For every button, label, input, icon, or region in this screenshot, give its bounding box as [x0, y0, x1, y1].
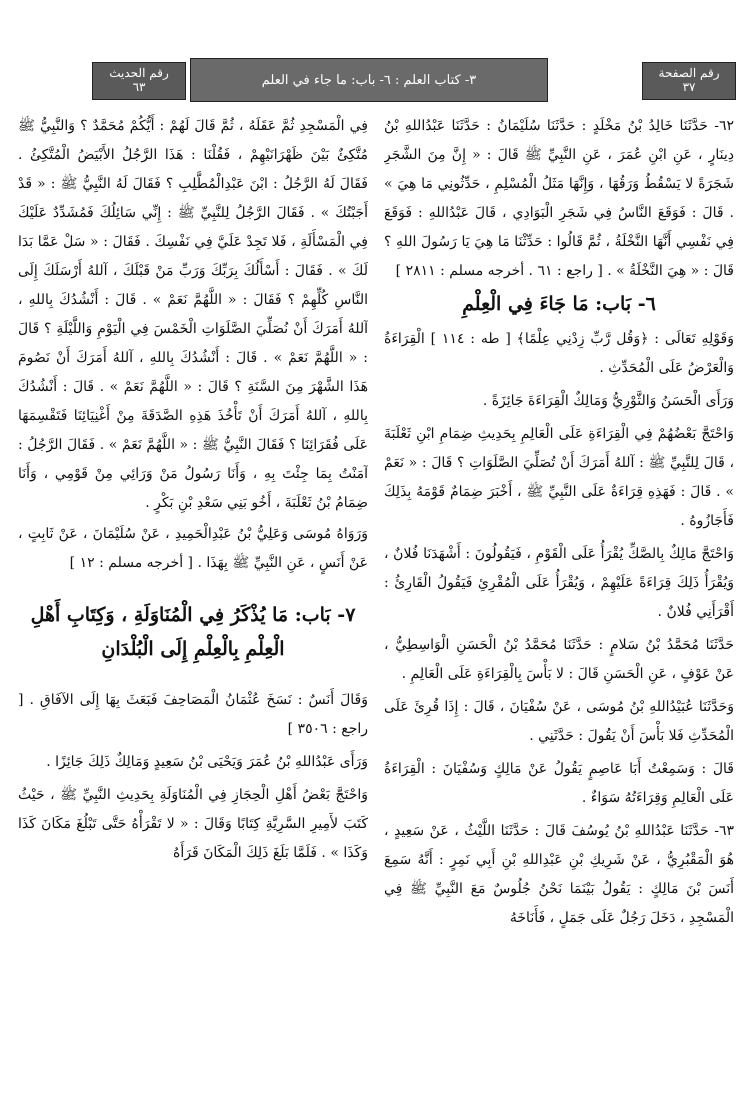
hadith-63-continued: فِي الْمَسْجِدِ ثُمَّ عَقَلَهُ ، ثُمَّ قَالَ لَهُمْ : أَيُّكُمْ مُحَمَّدٌ ؟ وَالنَّبِيُّ ﷺ مُتَّكِئٌ بَيْنَ ظَهْرَانَيْهِمْ ، فَقُلْنَا : هَذَا الرَّجُلُ الأَبْيَضُ الْمُتَّكِئُ . فَقَالَ لَهُ الرَّجُلُ : ابْنَ عَبْدِالْمُطَّلِبِ ؟ فَقَالَ لَهُ النَّبِيُّ ﷺ : « قَدْ أَجَبْتُكَ » . فَقَالَ الرَّجُلُ لِلنَّبِيِّ ﷺ : إِنِّي سَائِلُكَ فَمُشَدِّدٌ عَلَيْكَ فِي الْمَسْأَلَةِ ، فَلا تَجِدْ عَلَيَّ فِي نَفْسِكَ . فَقَالَ : « سَلْ عَمَّا بَدَا لَكَ » . فَقَالَ : أَسْأَلُكَ بِرَبِّكَ وَرَبِّ مَنْ قَبْلَكَ ، آللهُ أَرْسَلَكَ إِلَى النَّاسِ كُلِّهِمْ ؟ فَقَالَ : « اللَّهُمَّ نَعَمْ » . قَالَ : أَنْشُدُكَ بِاللهِ ، آللهُ أَمَرَكَ أَنْ نُصَلِّيَ الصَّلَوَاتِ الْخَمْسَ فِي الْيَوْمِ وَاللَّيْلَةِ ؟ قَالَ : « اللَّهُمَّ نَعَمْ » . قَالَ : أَنْشُدُكَ بِاللهِ ، آللهُ أَمَرَكَ أَنْ نَصُومَ هَذَا الشَّهْرَ مِنَ السَّنَةِ ؟ قَالَ : « اللَّهُمَّ نَعَمْ » . قَالَ : أَنْشُدُكَ بِاللهِ ، آللهُ أَمَرَكَ أَنْ تَأْخُذَ هَذِهِ الصَّدَقَةَ مِنْ أَغْنِيَائِنَا فَتَقْسِمَهَا عَلَى فُقَرَائِنَا ؟ فَقَالَ النَّبِيُّ ﷺ : « اللَّهُمَّ نَعَمْ » . فَقَالَ الرَّجُلُ : آمَنْتُ بِمَا جِئْتَ بِهِ ، وَأَنَا رَسُولُ مَنْ وَرَائِي مِنْ قَوْمِي ، وَأَنَا ضِمَامُ بْنُ ثَعْلَبَةَ ، أَخُو بَنِي سَعْدِ بْنِ بَكْرٍ . — [18, 118, 368, 511]
paragraph: وَاحْتَجَّ بَعْضُ أَهْلِ الْحِجَازِ فِي الْمُنَاوَلَةِ بِحَدِيثِ النَّبِيِّ ﷺ ، حَيْثُ كَتَبَ لأَمِيرِ السَّرِيَّةِ كِتَابًا وَقَالَ : « لا تَقْرَأْهُ حَتَّى تَبْلُغَ مَكَانَ كَذَا وَكَذَا » . فَلَمَّا بَلَغَ ذَلِكَ الْمَكَانَ قَرَأَهُ — [18, 787, 368, 861]
chapter-title-text: ٣- كتاب العلم : ٦- باب: ما جاء في العلم — [261, 72, 477, 88]
paragraph: وَاحْتَجَّ مَالِكٌ بِالصَّكِّ يُقْرَأُ عَلَى الْقَوْمِ ، فَيَقُولُونَ : أَشْهَدَنَا فُلانٌ ، وَيُقْرَأُ ذَلِكَ قِرَاءَةً عَلَيْهِمْ ، وَيُقْرَأُ عَلَى الْمُقْرِئِ فَيَقُولُ الْقَارِئُ : أَقْرَأَنِي فُلانٌ . — [384, 546, 734, 620]
paragraph: وَقَوْلِهِ تَعَالَى : ﴿وَقُل رَّبِّ زِدْنِي عِلْمًا﴾ [ طه : ١١٤ ] الْقِرَاءَةُ وَالْعَرْضُ عَلَى الْمُحَدِّثِ . — [384, 331, 734, 376]
paragraph: حَدَّثَنَا مُحَمَّدُ بْنُ سَلامٍ : حَدَّثَنَا مُحَمَّدُ بْنُ الْحَسَنِ الْوَاسِطِيُّ ، عَنْ عَوْفٍ ، عَنِ الْحَسَنِ قَالَ : لا بَأْسَ بِالْقِرَاءَةِ عَلَى الْعَالِمِ . — [384, 637, 734, 682]
chapter-heading-7: ٧- بَاب: مَا يُذْكَرُ فِي الْمُنَاوَلَةِ ، وَكِتَابِ أَهْلِ الْعِلْمِ بِالْعِلْمِ إِلَى الْبُلْدَانِ — [30, 604, 356, 660]
paragraph: وَحَدَّثَنَا عُبَيْدُاللهِ بْنُ مُوسَى ، عَنْ سُفْيَانَ ، قَالَ : إِذَا قُرِئَ عَلَى الْمُحَدِّثِ فَلا بَأْسَ أَنْ يَقُولَ : حَدَّثَنِي . — [384, 699, 734, 744]
page-number-box — [642, 62, 736, 100]
chapter-heading-6: ٦- بَاب: مَا جَاءَ فِي الْعِلْمِ — [462, 293, 656, 315]
hadith-number: ٦٣ — [132, 80, 146, 94]
paragraph: وَرَأَى عَبْدُاللهِ بْنُ عُمَرَ وَيَحْيَى بْنُ سَعِيدٍ وَمَالِكٌ ذَلِكَ جَائِزًا . — [46, 754, 368, 770]
paragraph: وَرَأَى الْحَسَنُ وَالثَّوْرِيُّ وَمَالِكٌ الْقِرَاءَةَ جَائِزَةً . — [482, 393, 734, 409]
paragraph: وَرَوَاهُ مُوسَى وَعَلِيُّ بْنُ عَبْدِالْحَمِيدِ ، عَنْ سُلَيْمَانَ ، عَنْ ثَابِتٍ ، عَنْ أَنَسٍ ، عَنِ النَّبِيِّ ﷺ بِهَذَا . [ أخرجه مسلم : ١٢ ] — [18, 526, 368, 571]
page-number: ٣٧ — [682, 80, 696, 94]
chapter-title — [190, 58, 548, 102]
hadith-number-label: رقم الحديث — [109, 66, 169, 81]
right-column — [384, 112, 734, 1097]
paragraph: وَقَالَ أَنَسٌ : نَسَخَ عُثْمَانُ الْمَصَاحِفَ فَبَعَثَ بِهَا إِلَى الآفَاقِ . [ راجع : ٣٥٠٦ ] — [18, 692, 368, 737]
page-number-label: رقم الصفحة — [658, 66, 720, 81]
paragraph: قَالَ : وَسَمِعْتُ أَبَا عَاصِمٍ يَقُولُ عَنْ مَالِكٍ وَسُفْيَانَ : الْقِرَاءَةُ عَلَى الْعَالِمِ وَقِرَاءَتُهُ سَوَاءٌ . — [384, 761, 734, 806]
hadith-63: ٦٣- حَدَّثَنَا عَبْدُاللهِ بْنُ يُوسُفَ قَالَ : حَدَّثَنَا اللَّيْثُ ، عَنْ سَعِيدٍ ، هُوَ الْمَقْبُرِيُّ ، عَنْ شَرِيكِ بْنِ عَبْدِاللهِ بْنِ أَبِي نَمِرٍ : أَنَّهُ سَمِعَ أَنَسَ بْنَ مَالِكٍ : يَقُولُ بَيْنَمَا نَحْنُ جُلُوسٌ مَعَ النَّبِيِّ ﷺ فِي الْمَسْجِدِ ، دَخَلَ رَجُلٌ عَلَى جَمَلٍ ، فَأَنَاخَهُ — [384, 823, 734, 926]
paragraph: وَاحْتَجَّ بَعْضُهُمْ فِي الْقِرَاءَةِ عَلَى الْعَالِمِ بِحَدِيثِ ضِمَامِ ابْنِ ثَعْلَبَةَ ، قَالَ لِلنَّبِيِّ ﷺ : آللهُ أَمَرَكَ أَنْ تُصَلِّيَ الصَّلَوَاتِ ؟ قَالَ : « نَعَمْ » . قَالَ : فَهَذِهِ قِرَاءَةٌ عَلَى النَّبِيِّ ﷺ ، أَخْبَرَ ضِمَامٌ قَوْمَهُ بِذَلِكَ فَأَجَازُوهُ . — [384, 426, 734, 529]
left-column — [18, 112, 368, 1097]
hadith-62: ٦٢- حَدَّثَنَا خَالِدُ بْنُ مَخْلَدٍ : حَدَّثَنَا سُلَيْمَانُ : حَدَّثَنَا عَبْدُاللهِ بْنُ دِينَارٍ ، عَنِ ابْنِ عُمَرَ ، عَنِ النَّبِيِّ ﷺ قَالَ : « إِنَّ مِنَ الشَّجَرِ شَجَرَةً لا يَسْقُطُ وَرَقُهَا ، وَإِنَّهَا مَثَلُ الْمُسْلِمِ ، حَدِّثُونِي مَا هِيَ » . قَالَ : فَوَقَعَ النَّاسُ فِي شَجَرِ الْبَوَادِي ، قَالَ عَبْدُاللهِ : فَوَقَعَ فِي نَفْسِي أَنَّهَا النَّخْلَةُ ، ثُمَّ قَالُوا : حَدِّثْنَا مَا هِيَ يَا رَسُولَ اللهِ ؟ قَالَ : « هِيَ النَّخْلَةُ » . [ راجع : ٦١ . أخرجه مسلم : ٢٨١١ ] — [384, 118, 734, 279]
page-header — [14, 58, 736, 102]
hadith-number-box — [92, 62, 186, 100]
